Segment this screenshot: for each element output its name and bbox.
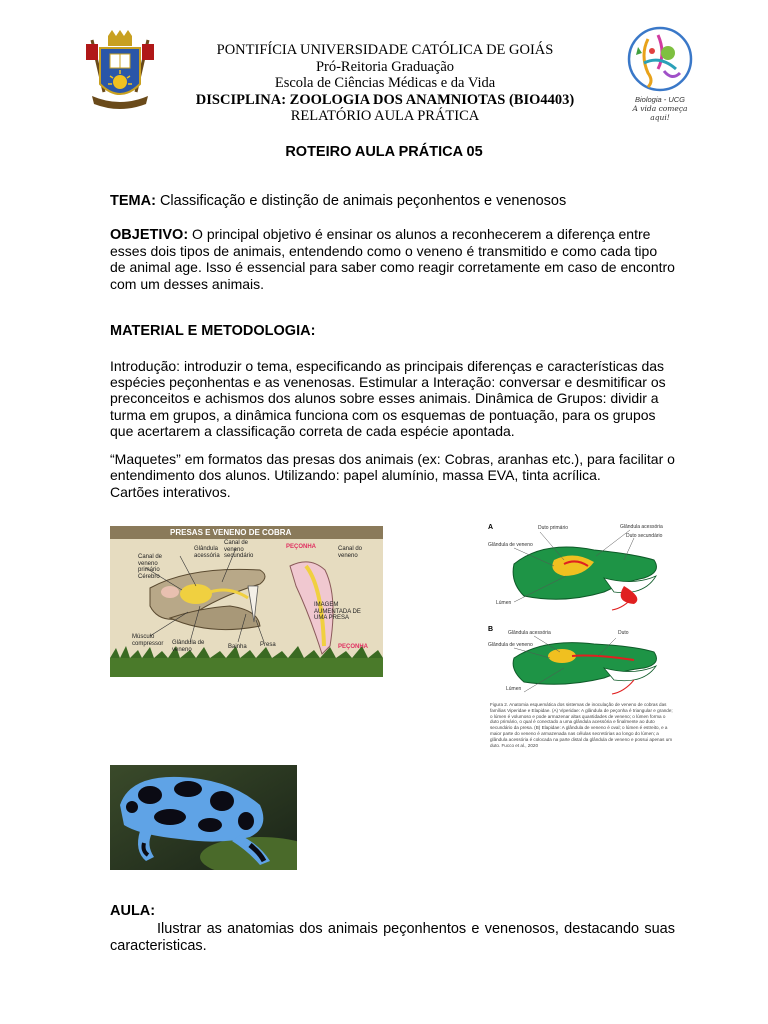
label-canal-primario: Canal de veneno primário: [138, 554, 163, 573]
intro-paragraph: Introdução: introduzir o tema, especificando as principais diferenças e características das espécies peçonhentas e as venenosas. Estimular a Interação: conversar e desmitificar os preconceitos e achismos dos alunos sobre esses animais. Dinâmica de Grupos: dividir a turma em grupos, a dinâmica funciona com os esquemas de pontuação, para os grupos que acertarem a classificação correta de cada espécie apontada.: [110, 358, 666, 439]
snake-fang-venom-figure: [110, 526, 383, 677]
label-glandula-acessoria-b: Glândula acessória: [508, 630, 551, 636]
label-musculo-compressor: Músculo compressor: [132, 634, 164, 647]
puc-goias-crest-logo: [84, 30, 156, 112]
label-duto-primario: Duto primário: [538, 525, 569, 531]
tema-text: Classificação e distinção de animais peçonhentos e venenosos: [155, 193, 567, 209]
header-pro-reitoria: Pró-Reitoria Graduação: [315, 58, 455, 75]
header-relatorio: RELATÓRIO AULA PRÁTICA: [290, 108, 480, 124]
label-peconha-bottom: PEÇONHA: [338, 644, 369, 650]
label-imagem-aumentada: IMAGEM AUMENTADA DE UMA PRESA: [314, 602, 361, 621]
label-duto-b: Duto: [618, 630, 629, 636]
header-university: PONTIFÍCIA UNIVERSIDADE CATÓLICA DE GOIÁS: [216, 42, 554, 58]
label-glandula-veneno-b: Glândula de veneno: [488, 642, 533, 648]
logo-caption: [624, 95, 696, 122]
institution-header: [160, 42, 610, 125]
snake-figure-title: PRESAS E VENENO DE COBRA: [170, 528, 292, 537]
logo-caption-line2: A vida começa aqui!: [632, 104, 688, 122]
aula-text: Ilustrar as anatomias dos animais peçonhentos e venenosos, destacando suas caracteristicas.: [110, 921, 675, 954]
label-duto-secundario: Duto secundário: [626, 533, 663, 539]
label-canal-secundario: Canal de veneno secundário: [224, 540, 254, 559]
label-lumen-a: Lúmen: [496, 600, 512, 606]
header-disciplina: DISCIPLINA: ZOOLOGIA DOS ANAMNIOTAS (BIO4403): [195, 91, 575, 108]
tema-label: TEMA:: [110, 193, 156, 209]
aula-heading: AULA:: [110, 903, 156, 919]
material-heading: MATERIAL E METODOLOGIA:: [110, 323, 316, 339]
label-presa: Presa: [260, 642, 276, 648]
objetivo-paragraph: [110, 226, 675, 292]
logo-caption-line1: Biologia - UCG: [634, 95, 686, 104]
page-title: ROTEIRO AULA PRÁTICA 05: [285, 144, 483, 160]
label-cerebro: Cérebro: [138, 574, 160, 580]
anatomy-figure-caption: Figura 2. Anatomia esquemática dos sistemas de inoculação de veneno de cobras das famílias Viperidae e Elapidae. (A) Viperidae: A glândula de peçonha é triangular e grande; o lúmen é volumoso e pode armazenar altas quantidades de veneno; o lúmen forma o duto primário, o qual é conectado a uma glândula acessória e finalmente ao duto secundário da presa. (B) Elapidae: A glândula de veneno é oval; o lúmen é estreito, e a maior parte do veneno é armazenada nas células secretórias ao longo do lúmen; a glândula acessória é colocada na parte distal da glândula de veneno e possui apenas um duto. Fucco et al., 2020: [490, 702, 673, 748]
poison-dart-frog-photo: [110, 765, 297, 870]
panel-a-label: A: [488, 524, 494, 531]
label-glandula-acessoria: Glândula acessória: [194, 546, 220, 559]
label-bainha: Bainha: [228, 644, 247, 650]
maquetes-paragraph: “Maquetes” em formatos das presas dos animais (ex: Cobras, aranhas etc.), para facilitar o entendimento dos alunos. Utilizando: papel alumínio, massa EVA, tinta acrílica.: [110, 451, 675, 484]
cartoes-paragraph: Cartões interativos.: [110, 484, 231, 500]
panel-b-label: B: [488, 626, 494, 633]
label-glandula-veneno: Glândula de veneno: [172, 640, 205, 653]
objetivo-label: OBJETIVO:: [110, 227, 189, 243]
venom-anatomy-diagram: [484, 520, 678, 765]
objetivo-text: O principal objetivo é ensinar os alunos a reconhecerem a diferença entre esses dois tipos de animais, entendendo como o veneno é transmitido e como cada tipo de animal age. Isso é essencial para saber como reagir corretamente em caso de encontro com um desses animais.: [110, 226, 675, 292]
label-glandula-veneno-a: Glândula de veneno: [488, 542, 533, 548]
label-glandula-acessoria-a: Glândula acessória: [620, 524, 663, 530]
biologia-ucg-logo: [624, 25, 696, 120]
tema-paragraph: [110, 193, 675, 209]
label-canal-veneno: Canal do veneno: [338, 546, 363, 559]
header-escola: Escola de Ciências Médicas e da Vida: [274, 75, 496, 91]
label-lumen-b: Lúmen: [506, 686, 522, 692]
label-peconha-top: PEÇONHA: [286, 544, 317, 550]
